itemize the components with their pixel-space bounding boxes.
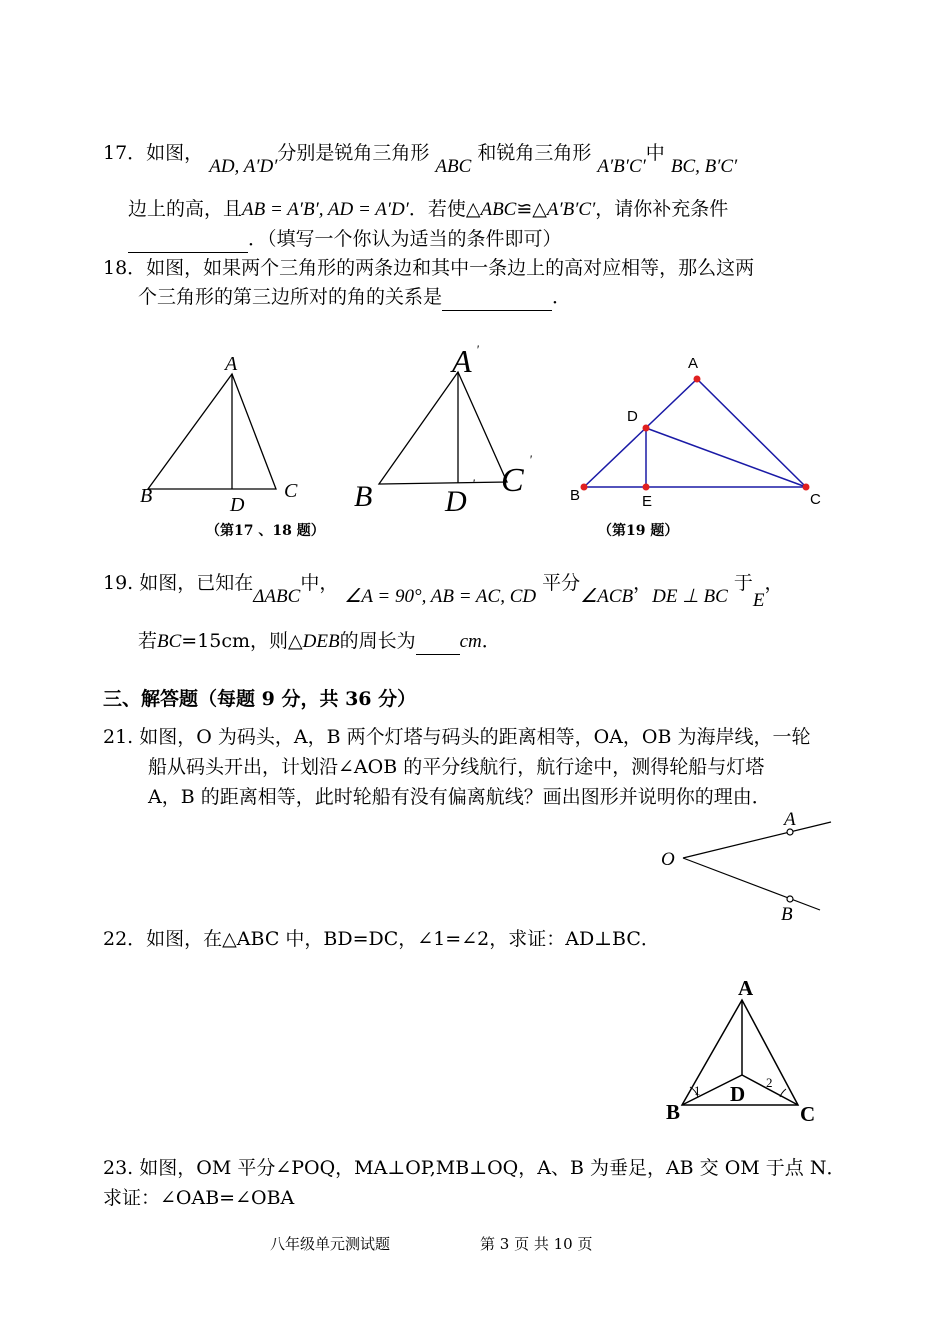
point-E	[643, 484, 650, 491]
q17-math: AB = A′B′, AD = A′D′	[242, 199, 409, 220]
answer-blank[interactable]	[416, 628, 460, 655]
label-C: C	[800, 1102, 816, 1126]
label-A: A	[688, 355, 699, 372]
q17-text: 分别是锐角三角形	[277, 142, 430, 164]
q19-text: ．	[481, 630, 501, 652]
angle-2-label: 2	[766, 1075, 773, 1090]
q19-math: ΔABC	[253, 586, 301, 607]
q19-math: BC	[157, 631, 182, 652]
q17-math: ABC	[480, 199, 517, 220]
label-O: O	[661, 849, 675, 870]
section-3-title: 三、解答题（每题 9 分，共 36 分）	[103, 688, 417, 710]
q19-text: 平分	[542, 572, 581, 594]
q17-text: 中	[645, 142, 665, 164]
q17-math: ABC	[435, 156, 472, 177]
label-C: C	[284, 480, 298, 502]
q17-text: 边上的高，且	[128, 198, 243, 220]
label-B: B	[570, 487, 581, 504]
page-number: 第 3 页 共 10 页	[480, 1235, 593, 1253]
q19-text: ，	[764, 572, 784, 594]
q19-text: 若	[138, 630, 158, 652]
q17-line3	[128, 226, 562, 253]
q19-text: 的周长为	[339, 630, 416, 652]
label-E: E	[642, 493, 653, 510]
label-A: A	[784, 809, 796, 830]
point-C	[803, 484, 810, 491]
q17-line2	[128, 196, 728, 223]
label-D: D	[230, 494, 245, 516]
ray-ob	[683, 858, 820, 910]
q17-math: A′B′C′	[546, 199, 596, 220]
q17-text: 17．如图，	[103, 142, 204, 164]
point-D	[643, 425, 650, 432]
q17-text: 和锐角三角形	[477, 142, 592, 164]
q19-unit: cm	[459, 631, 482, 652]
prime-mark: '	[472, 476, 475, 491]
figure-21	[655, 809, 845, 925]
figure-19	[570, 350, 830, 520]
label-D: D	[730, 1082, 746, 1106]
prime-mark: '	[529, 452, 532, 467]
q17-text: ．若使△	[408, 198, 481, 220]
q18-text: 个三角形的第三边所对的角的关系是	[138, 286, 443, 308]
q21-line1: 21. 如图，O 为码头，A，B 两个灯塔与码头的距离相等，OA，OB 为海岸线，一轮	[103, 726, 811, 748]
q19-math: DE ⊥ BC	[652, 586, 728, 607]
point-B	[787, 896, 793, 902]
label-A-prime: A	[452, 343, 472, 379]
label-A: A	[225, 353, 238, 375]
q21-line3: A，B 的距离相等，此时轮船有没有偏离航线？画出图形并说明你的理由．	[148, 786, 771, 808]
label-A: A	[738, 976, 754, 1000]
triangle-abc	[148, 374, 276, 489]
angle-1-label: 1	[694, 1083, 701, 1098]
q19-math: ∠ACB	[580, 586, 634, 607]
q23-line2: 求证：∠OAB=∠OBA	[103, 1187, 295, 1209]
q17-math: A′B′C′	[597, 156, 646, 177]
label-D: D	[627, 408, 638, 425]
q18-text: ．	[552, 286, 572, 308]
q19-text: 中，	[300, 572, 339, 594]
q18-line1: 18．如图，如果两个三角形的两条边和其中一条边上的高对应相等，那么这两	[103, 257, 755, 279]
point-B	[581, 484, 588, 491]
figure-caption-19: （第19 题）	[598, 523, 679, 539]
answer-blank[interactable]	[128, 226, 248, 253]
q17-text: ，请你补充条件	[595, 198, 729, 220]
q19-math: ∠A = 90°, AB = AC, CD	[344, 586, 537, 607]
q17-text: ≌△	[516, 198, 547, 220]
footer-title: 八年级单元测试题	[270, 1235, 391, 1253]
answer-blank[interactable]	[442, 284, 552, 311]
q17-line1	[103, 140, 738, 177]
q19-text: 19. 如图，已知在	[103, 572, 254, 594]
label-B: B	[781, 904, 793, 925]
label-C-prime: C	[501, 462, 524, 499]
point-A	[694, 376, 701, 383]
q23-line1: 23. 如图，OM 平分∠POQ，MA⊥OP,MB⊥OQ，A、B 为垂足，AB 交 OM 于点 N．	[103, 1157, 846, 1179]
angle-2-arc	[780, 1089, 786, 1097]
q19-text: 于	[733, 572, 753, 594]
q19-line1	[103, 570, 784, 611]
q17-math: AD, A′D′	[209, 156, 278, 177]
q17-text: ．（填写一个你认为适当的条件即可）	[248, 228, 562, 250]
q19-math: E	[752, 590, 765, 611]
label-B-prime: B	[354, 480, 373, 513]
label-B: B	[666, 1100, 681, 1124]
q19-text: ，	[633, 572, 653, 594]
q17-math: BC, B′C′	[670, 156, 738, 177]
label-D-prime: D	[445, 485, 467, 518]
triangle-abc-prime	[379, 372, 507, 484]
q21-line2: 船从码头开出，计划沿∠AOB 的平分线航行，航行途中，测得轮船与灯塔	[148, 756, 765, 778]
prime-mark: '	[476, 342, 479, 357]
figure-caption-17-18: （第17 、18 题）	[206, 523, 325, 539]
ray-oa	[683, 822, 831, 858]
q18-line2	[138, 284, 571, 311]
label-B: B	[140, 485, 153, 507]
label-C: C	[810, 491, 821, 508]
triangle-abc	[584, 379, 806, 487]
figure-22	[660, 975, 830, 1135]
segment-dc	[646, 428, 806, 487]
q19-math: DEB	[302, 631, 340, 652]
q19-line2	[138, 628, 501, 655]
q22-text: 22．如图，在△ABC 中，BD=DC，∠1=∠2，求证：AD⊥BC．	[103, 928, 660, 950]
q19-text: =15cm，则△	[181, 630, 303, 652]
